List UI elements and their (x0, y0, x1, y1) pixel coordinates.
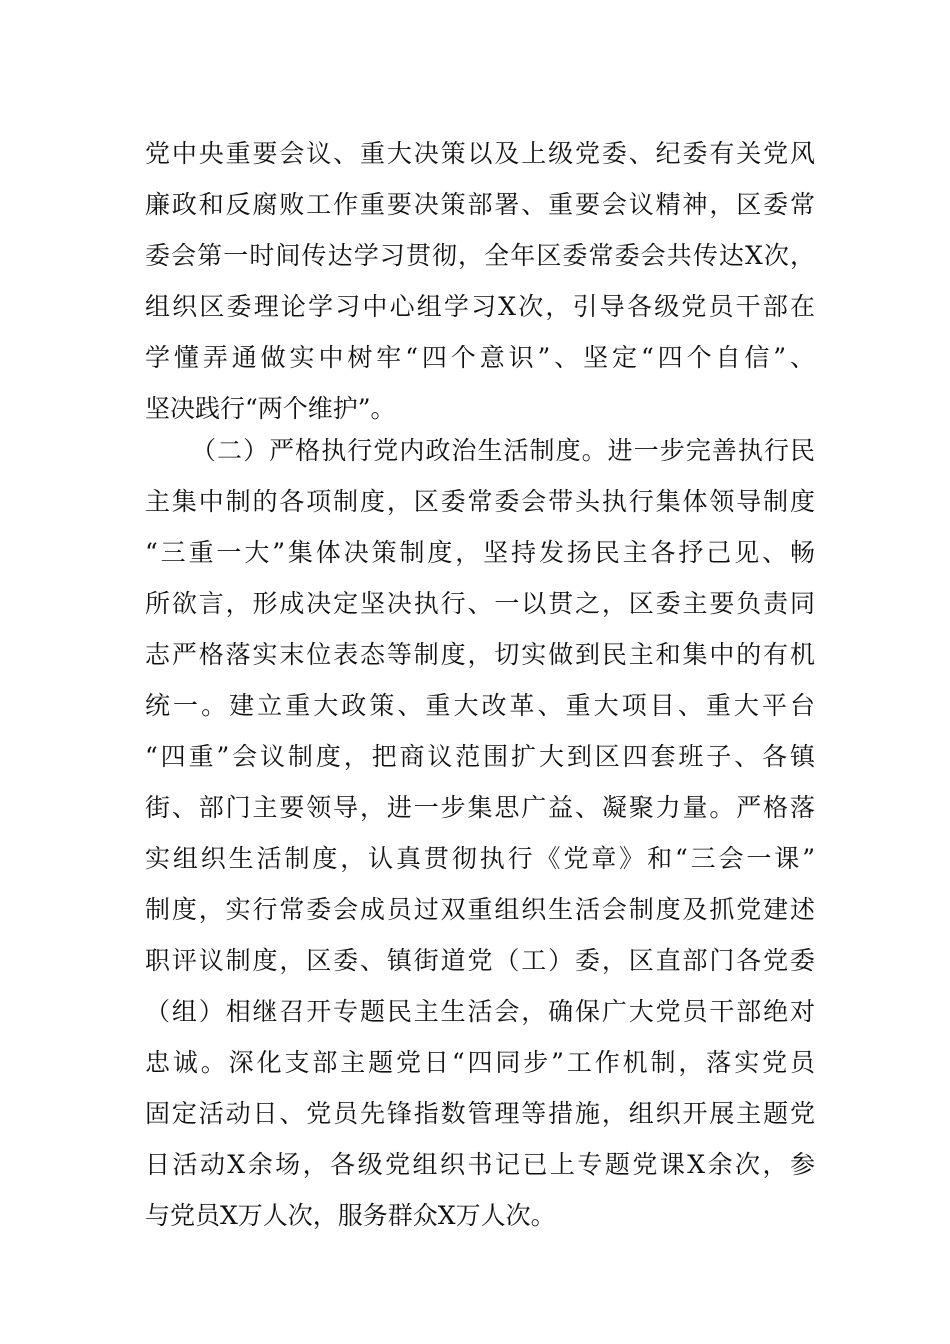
text-line: （组）相继召开专题民主生活会，确保广大党员干部绝对 (145, 997, 815, 1026)
text-line: 日活动X余场，各级党组织书记已上专题党课X余次，参 (145, 1150, 815, 1179)
text-line: 学懂弄通做实中树牢“四个意识”、坚定“四个自信”、 (145, 343, 815, 372)
text-line: 委会第一时间传达学习贯彻，全年区委常委会共传达X次， (145, 241, 815, 270)
text-line: 所欲言，形成决定坚决执行、一以贯之，区委主要负责同 (145, 589, 815, 618)
paragraph-party-central-meetings (145, 128, 815, 434)
text-line: 坚决践行“两个维护”。 (145, 394, 396, 423)
text-line: 组织区委理论学习中心组学习X次，引导各级党员干部在 (145, 292, 815, 321)
text-line: 固定活动日、党员先锋指数管理等措施，组织开展主题党 (145, 1099, 815, 1128)
text-line: 实组织生活制度，认真贯彻执行《党章》和“三会一课” (145, 844, 815, 873)
text-line: 主集中制的各项制度，区委常委会带头执行集体领导制度 (145, 487, 815, 516)
text-line: 忠诚。深化支部主题党日“四同步”工作机制，落实党员 (145, 1048, 815, 1077)
text-line: “三重一大”集体决策制度，坚持发扬民主各抒己见、畅 (145, 538, 815, 567)
text-line: “四重”会议制度，把商议范围扩大到区四套班子、各镇 (145, 742, 815, 771)
text-line: 统一。建立重大政策、重大改革、重大项目、重大平台 (145, 691, 815, 720)
text-line: 职评议制度，区委、镇街道党（工）委，区直部门各党委 (145, 946, 815, 975)
text-line: 与党员X万人次，服务群众X万人次。 (145, 1201, 556, 1230)
section-heading-line: （二）严格执行党内政治生活制度。进一步完善执行民 (191, 436, 815, 465)
text-line: 街、部门主要领导，进一步集思广益、凝聚力量。严格落 (145, 793, 815, 822)
paragraph-political-life-system (145, 425, 815, 1241)
text-line: 制度，实行常委会成员过双重组织生活会制度及抓党建述 (145, 895, 815, 924)
text-line: 廉政和反腐败工作重要决策部署、重要会议精神，区委常 (145, 190, 815, 219)
text-line: 党中央重要会议、重大决策以及上级党委、纪委有关党风 (145, 139, 815, 168)
text-line: 志严格落实末位表态等制度，切实做到民主和集中的有机 (145, 640, 815, 669)
